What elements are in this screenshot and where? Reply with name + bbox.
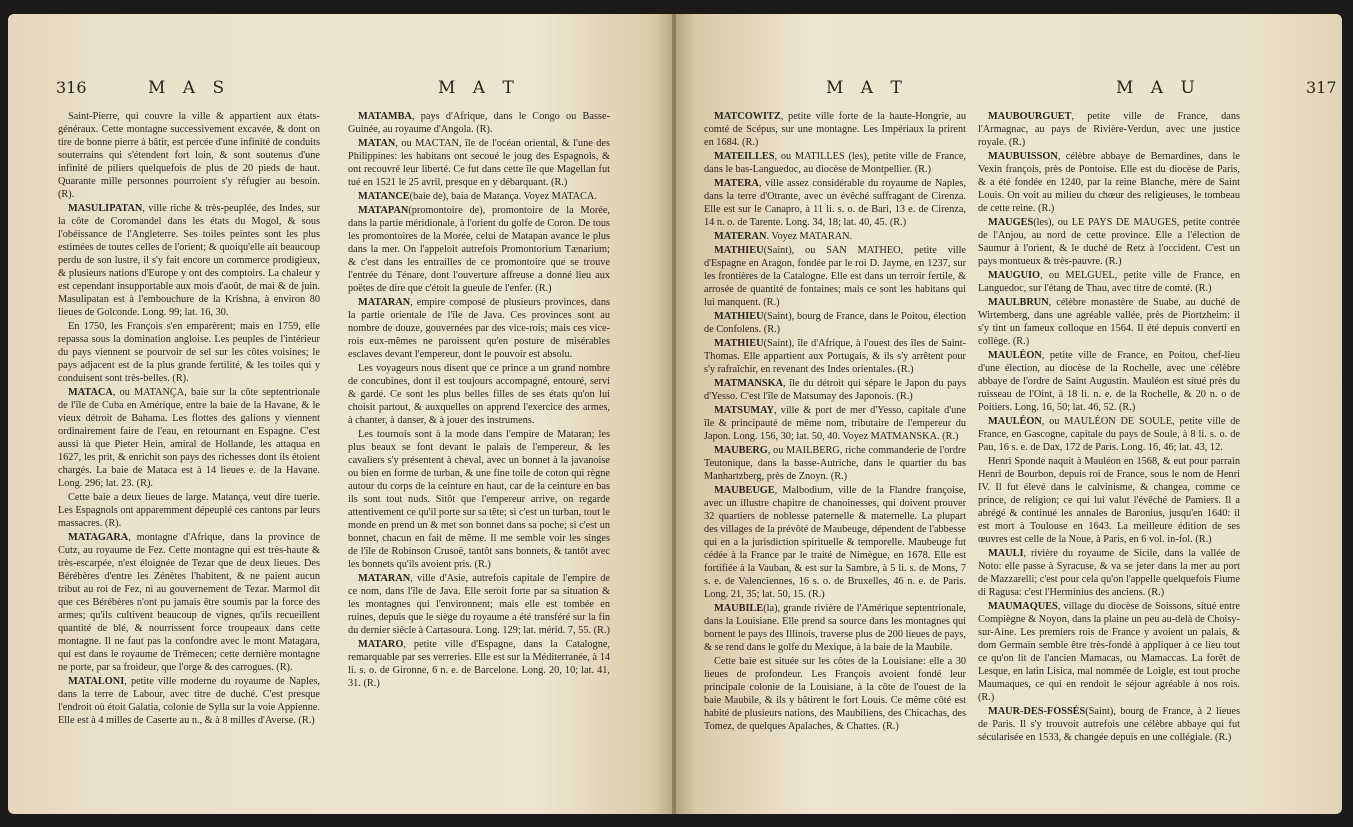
entry-text: (Saint), bourg de France, à 2 lieues de Paris. Il s'y trouvoit autrefois une célèbre abbaye qui fut sécularisée en 1533, & changée depuis en une collégiale. (R.) [978, 706, 1240, 743]
entry-headword: MATEILLES [714, 151, 775, 162]
entry-text: (Saint), bourg de France, dans le Poitou, élection de Confolens. (R.) [704, 311, 966, 335]
dictionary-entry [704, 230, 966, 243]
dictionary-entry [348, 204, 610, 295]
dictionary-entry [348, 428, 610, 571]
dictionary-entry [978, 705, 1240, 744]
entry-headword: MAUR-DES-FOSSÉS [988, 706, 1086, 717]
entry-headword: MATERAN [714, 231, 767, 242]
dictionary-entry [58, 320, 320, 385]
dictionary-entry [58, 675, 320, 727]
dictionary-entry [978, 110, 1240, 149]
entry-headword: MAUBILE [714, 603, 764, 614]
dictionary-entry [704, 484, 966, 601]
entry-text: , ville d'Asie, autrefois capitale de l'empire de ce nom, dans l'île de Java. Elle seroit forte par sa situation & les montagnes qui l'environnent; mais elle est tombée en ruines, depuis que le siège du royaume a été transféré sur la fin du dernier siècle à Cartasoura. Long. 129; lat. mérid. 7, 55. (R.) [348, 573, 610, 636]
entry-headword: MATSUMAY [714, 405, 775, 416]
entry-text: (la), grande rivière de l'Amérique septentrionale, dans la Louisiane. Elle prend sa source dans les montagnes qui bornent le pays des Illinois, traverse plus de 200 lieues de pays, & se rend dans le golfe du Mexique, à la baie de la Maubile. [704, 603, 966, 653]
dictionary-entry [704, 150, 966, 176]
entry-headword: MATAMBA [358, 111, 412, 122]
entry-text: Henri Sponde naquit à Mauléon en 1568, & eut pour parrain Henri de Bourbon, depuis roi de France, sous le nom de Henri IV. Il fut élevé dans le calvinisme, & changea, comme ce prince, de religion; ce qui lui valut l'évêché de Pamiers. Il a abrégé & continué les annales de Baronius, jusqu'en 1640: il est mort à Toulouse en 1643. La meilleure édition de ses œuvres est celle de la Noue, à Paris, en 6 vol. in-fol. (R.) [978, 456, 1240, 545]
entry-text: Cette baie est située sur les côtes de la Louisiane: elle a 30 lieues de profondeur. Les François avoient fondé leur principale colonie de la Louisiane, à la côte de l'ouest de la baie Maubile, & ils y bâtirent le fort Louis. Ce même côté est habité de plusieurs nations, des Maubiliens, des Chicachas, des Tomez, de quelques Apalaches, & Chattes. (R.) [704, 656, 966, 732]
entry-text: , village du diocèse de Soissons, situé entre Compiègne & Noyon, dans la plaine un peu au-delà de Choisy-sur-Aine. Les premiers rois de France y avoient un palais, & dom Germain semble être très-fondé à appliquer à ce lieu tout ce qu'on lit de l'ancien Mamacas, ou Mamaccas. La forêt de Lesque, en latin Lisica, mal nommée de Loigle, est tout proche Maumaques, ce qui en rendoit le séjour agréable à nos rois. (R.) [978, 601, 1240, 703]
left-header-right: M A T [438, 78, 520, 98]
entry-headword: MAULÉON [988, 416, 1042, 427]
entry-headword: MATERA [714, 178, 759, 189]
entry-text: (Saint), ou SAN MATHEO, petite ville d'Espagne en Aragon, fondée par le roi D. Jayme, en 1237, sur les frontières de la Catalogne. Elle est dans un terroir fertile, & arrosée de quantité de fontaines; mais ce sont les habitans qui lui manquent. (R.) [704, 245, 966, 308]
entry-text: , célèbre abbaye de Bernardines, dans le Vexin françois, près de Pontoise. Elle est du diocèse de Paris, & a été fondée en 1240, par la reine Blanche, mère de Saint Louis. On voit au milieu du chœur des religieuses, le tombeau de cette reine. (R.) [978, 151, 1240, 214]
left-column-1 [58, 110, 320, 800]
entry-headword: MATALONI [68, 676, 125, 687]
entry-text: , ou MATILLES (les), petite ville de France, dans le bas-Languedoc, au diocèse de Montpellier. (R.) [704, 151, 966, 175]
entry-headword: MAULÉON [988, 350, 1042, 361]
entry-headword: MATACA [68, 387, 113, 398]
dictionary-entry [704, 444, 966, 483]
dictionary-entry [978, 216, 1240, 268]
entry-text: , montagne d'Afrique, dans la province de Cutz, au royaume de Fez. Cette montagne qui est très-haute & très-escarpée, n'est éloignée de Tezar que de deux lieues. Des Bérébères d'entre les Zénètes l'habitent, & ne paient aucun tribut au roi de Fez, ni au gouvernement de Tezar. Marmol dit que ces Bérébères n'ont pu jamais être soumis par la force des armes; qu'ils cultivent beaucoup de vignes, qu'ils recueillent quantité de blé, & nourrissent force troupeaux dans cette montagne. Il ne faut pas la confondre avec le mont Matagara, qui est dans le royaume de Trémecen; cette dernière montagne ne porte, par sa froideur, que l'orge & des carrogues. (R). [58, 532, 320, 673]
entry-headword: MATARO [358, 639, 404, 650]
entry-headword: MAULBRUN [988, 297, 1049, 308]
entry-text: . Voyez MATARAN. [766, 231, 853, 242]
dictionary-entry [348, 362, 610, 427]
right-column-2 [978, 110, 1240, 800]
entry-text: , petite ville de France, dans l'Armagnac, au pays de Rivière-Verdun, avec une justice royale. (R.) [978, 111, 1240, 148]
dictionary-entry [348, 296, 610, 361]
entry-headword: MATARAN [358, 297, 411, 308]
entry-headword: MATHIEU [714, 311, 764, 322]
dictionary-entry [978, 455, 1240, 546]
entry-text: , petite ville de France, en Poitou, chef-lieu d'une élection, au diocèse de la Rochelle, avec une célèbre abbaye de l'ordre de Saint Augustin. Mauléon est situé près du ruisseau de l'Oint, à 18 li. n. e. de la Rochelle, & 20 n. o de Poitiers. Long. 16, 50; lat. 46, 52. (R.) [978, 350, 1240, 413]
entry-text: , ou MAILBERG, riche commanderie de l'ordre Teutonique, dans la basse-Autriche, dans le quartier du bas Manhartzberg, près de Znoyn. (R.) [704, 445, 966, 482]
entry-text: En 1750, les François s'en emparèrent; mais en 1759, elle repassa sous la domination angloise. Les peuples de l'intérieur du pays viennent se pourvoir de sel sur les côtes voisines; le pays adjacent est de la plus grande fertilité, & les toiles qui y conduisent sont très-belles. (R). [58, 321, 320, 384]
entry-text: , ou MATANÇA, baie sur la côte septentrionale de l'île de Cuba en Amérique, entre la baie de la Havane, & le vieux détroit de Bahama. Les flottes des galions y viennent ordinairement faire de l'eau, en retournant en Espagne. C'est aussi là que Pieter Hein, amiral de Hollande, les attaqua en 1627, les prit, & enrichit son pays des richesses dont ils étoient chargés. La baie de Mataca est à 14 lieues e. de la Havane. Long. 296; lat. 23. (R). [58, 387, 320, 489]
entry-text: , ou MAULÉON DE SOULE, petite ville de France, en Gascogne, capitale du pays de Soule, à 8 li. s. o. de Pau, 16 s. e. de Dax, 172 de Paris. Long. 16, 46; lat. 43, 12. [978, 416, 1240, 453]
dictionary-entry [348, 572, 610, 637]
right-page [676, 14, 1342, 814]
left-header-left: M A S [148, 78, 231, 98]
entry-text: , empire composé de plusieurs provinces, dans la partie orientale de l'île de Java. Ces provinces sont au nombre de douze, gouvernées par des vice-rois; mais ces vice-rois eux-mêmes ne paroissent qu'en posture de misérables esclaves devant l'empereur, dont le pouvoir est absolu. [348, 297, 610, 360]
left-page-number: 316 [56, 78, 87, 97]
right-header-left: M A T [826, 78, 908, 98]
entry-text: Cette baie a deux lieues de large. Matança, veut dire tuerie. Les Espagnols ont apparemment dépeuplé ces cantons par leurs massacres. (R). [58, 492, 320, 529]
dictionary-entry [704, 602, 966, 654]
dictionary-entry [58, 202, 320, 319]
entry-text: , célèbre monastère de Suabe, au duché de Wirtemberg, dans une agréable vallée, près de Piortzheim: il s'y tint un fameux colloque en 1564. Il été depuis converti en collège. (R.) [978, 297, 1240, 347]
entry-headword: MATHIEU [714, 338, 764, 349]
dictionary-entry [978, 269, 1240, 295]
dictionary-entry [978, 150, 1240, 215]
entry-text: Saint-Pierre, qui couvre la ville & appartient aux états-généraux. Cette montagne successivement excavée, & dont on tire de bonne pierre à bâtir, est percée d'une infinité de conduits souterrains qui s'étendent fort loin, & sont soutenus d'une infinité de piliers quelquefois de plus de 20 pieds de haut. Quarante mille personnes pourroient s'y réfugier au besoin. (R). [58, 111, 320, 200]
dictionary-entry [978, 600, 1240, 704]
dictionary-entry [978, 296, 1240, 348]
entry-headword: MATAPAN [358, 205, 409, 216]
entry-text: , petite ville d'Espagne, dans la Catalogne, remarquable par ses verreries. Elle est sur la Méditerranée, à 14 li. s. o. de Gironne, 6 n. e. de Barcelone. Long. 20, 10; lat. 41, 31. (R.) [348, 639, 610, 689]
entry-text: , pays d'Afrique, dans le Congo ou Basse-Guinée, au royaume d'Angola. (R). [348, 111, 610, 135]
dictionary-entry [58, 531, 320, 674]
entry-text: Les tournois sont à la mode dans l'empire de Mataran; les plus beaux se font devant le palais de l'empereur, & les cavaliers s'y présentent à cheval, avec un bonnet à la javanoise ou bien en forme de turban, & une fine toile de coton qui règne autour du corps de la ceinture en haut, car de la ceinture en bas ils sont tout nuds. Sitôt que l'empereur arrive, on regarde attentivement ce qu'il porte sur sa tête; si c'est un turban, tout le monde en prend un & met son bonnet dans sa poche; si c'est un bonnet, chacun en fait de même. Il me semble voir les singes de l'île de Robinson Crusoë, tantôt sans bonnets, & tantôt avec les bonnets qu'ils avoient pris. (R.) [348, 429, 610, 570]
entry-text: (baie de), baia de Matança. Voyez MATACA. [409, 191, 597, 202]
dictionary-entry [58, 110, 320, 201]
dictionary-entry [978, 415, 1240, 454]
dictionary-entry [704, 177, 966, 229]
entry-text: Les voyageurs nous disent que ce prince a un grand nombre de concubines, dont il est toujours accompagné, entouré, servi & gardé. Ce sont les plus belles filles de ses états qu'on lui choisit partout, & auxquelles on apprend l'exercice des armes, à chanter, à danser, & à jouer des instrumens. [348, 363, 610, 426]
dictionary-entry [704, 110, 966, 149]
entry-text: (promontoire de), promontoire de la Morée, dans la partie méridionale, à l'orient du golfe de Coron. De tous les promontoires de la Morée, celui de Matapan avance le plus dans la mer. On l'appeloit autrefois Promontorium Tænarium; & c'est dans les entrailles de ce promontoire que se trouve l'entrée du Ténare, dont l'ouverture affreuse a donné lieu aux poëtes de dire que c'étoit la gueule de l'enfer. (R.) [348, 205, 610, 294]
entry-headword: MATANCE [358, 191, 410, 202]
left-page [8, 14, 674, 814]
dictionary-entry [348, 137, 610, 189]
dictionary-entry [348, 110, 610, 136]
right-column-1 [704, 110, 966, 800]
entry-text: , petite ville moderne du royaume de Naples, dans la terre de Labour, avec titre de duché. C'est presque l'endroit où étoit Galatia, colonie de Sylla sur la voie Appienne. Elle est à 4 milles de Caserte au n., & à 8 milles d'Averse. (R.) [58, 676, 320, 726]
entry-text: , ville & port de mer d'Yesso, capitale d'une île & principauté de même nom, tributaire de l'empereur du Japon. Long. 156, 30; lat. 50, 40. Voyez MATMANSKA. (R.) [704, 405, 966, 442]
entry-headword: MATMANSKA [714, 378, 784, 389]
entry-text: , Malbodium, ville de la Flandre françoise, avec un illustre chapitre de chanoinesses, qui doivent prouver 32 quartiers de noblesse paternelle & maternelle. La plupart des villages de la prévôté de Maubeuge, dépendent de l'abbesse qui en a la jurisdiction spirituelle & temporelle. Maubeuge fut cédée à la France par le traité de Nimègue, en 1678. Elle est fortifiée à la Vauban, & est sur la Sambre, à 5 li. s. de Mons, 7 s. e. de Valenciennes, 16 s. o. de Bruxelles, 46 n. e. de Paris. Long. 21, 35; lat. 50, 15. (R.) [704, 485, 966, 600]
dictionary-entry [704, 337, 966, 376]
entry-headword: MAUMAQUES [988, 601, 1058, 612]
dictionary-entry [58, 386, 320, 490]
entry-text: (les), ou LE PAYS DE MAUGES, petite contrée de l'Anjou, au nord de cette province. Elle a l'élection de Saumur à l'orient, & le duché de Retz à l'occident. C'est un pays montueux & très-pauvre. (R.) [978, 217, 1240, 267]
entry-text: , ville assez considérable du royaume de Naples, dans la terre d'Otrante, avec un évêché suffragant de Cirenza. Elle est sur le Canapro, à 11 li. s. o. de Bari, 13 e. de Cirenza, 14 n. o. de Tarente. Long. 34, 18; lat. 40, 45. (R.) [704, 178, 966, 228]
entry-headword: MAULI [988, 548, 1024, 559]
entry-text: (Saint), île d'Afrique, à l'ouest des îles de Saint-Thomas. Elle appartient aux Portugais, & ils s'y arrêtent pour s'y rafraîchir, en revenant des Indes orientales. (R.) [704, 338, 966, 375]
dictionary-entry [348, 638, 610, 690]
dictionary-entry [704, 244, 966, 309]
entry-headword: MAUBERG [714, 445, 768, 456]
dictionary-entry [704, 404, 966, 443]
entry-text: , ou MACTAN, île de l'océan oriental, & l'une des Philippines: les habitans ont secoué le joug des Espagnols, & ont recouvré leur liberté. Ce fut dans cette île que Magellan fut tué en 1521 le 25 avril, presque en y débarquant. (R.) [348, 138, 610, 188]
left-column-2 [348, 110, 610, 800]
entry-headword: MATAGARA [68, 532, 129, 543]
entry-headword: MASULIPATAN [68, 203, 143, 214]
dictionary-entry [704, 310, 966, 336]
entry-headword: MAUBEUGE [714, 485, 775, 496]
entry-headword: MATAN [358, 138, 396, 149]
entry-headword: MATARAN [358, 573, 411, 584]
entry-headword: MATHIEU [714, 245, 764, 256]
entry-text: , rivière du royaume de Sicile, dans la vallée de Noto: elle passe à Syracuse, & va se jeter dans la mer au port de Mazzarelli; c'est pour cela qu'on l'appelle quelquefois Fiume di Ragusa: c'est l'Herminius des anciens. (R.) [978, 548, 1240, 598]
dictionary-entry [58, 491, 320, 530]
entry-text: , petite ville forte de la haute-Hongrie, au comté de Scépus, sur une montagne. Les Impériaux la prirent en 1684. (R.) [704, 111, 966, 148]
dictionary-entry [704, 655, 966, 733]
entry-headword: MATCOWITZ [714, 111, 781, 122]
entry-text: , ou MELGUEL, petite ville de France, en Languedoc, sur l'étang de Thau, avec titre de comté. (R.) [978, 270, 1240, 294]
right-header-right: M A U [1116, 78, 1201, 98]
right-page-number: 317 [1306, 78, 1337, 97]
dictionary-entry [978, 547, 1240, 599]
dictionary-entry [348, 190, 610, 203]
entry-headword: MAUGUIO [988, 270, 1041, 281]
entry-headword: MAUGES [988, 217, 1034, 228]
entry-text: , île du détroit qui sépare le Japon du pays d'Yesso. C'est l'île de Matsumay des Japonois. (R.) [704, 378, 966, 402]
entry-headword: MAUBUISSON [988, 151, 1058, 162]
dictionary-entry [978, 349, 1240, 414]
entry-text: , ville riche & très-peuplée, des Indes, sur la côte de Coromandel dans les états du Mogol, & sous l'obéissance de l'Angleterre. Ses toiles peintes sont les plus estimées de toutes celles de l'orient; & quoiqu'elle ait beaucoup perdu de son lustre, il s'y fait encore un commerce prodigieux, & plusieurs nations d'Europe y ont des comptoirs. La chaleur y est cependant insupportable aux mois d'août, de mai & de juin. Masulipatan est à l'embouchure de la Krishna, à environ 80 lieues de Golconde. Long. 99; lat. 16, 30. [58, 203, 320, 318]
dictionary-entry [704, 377, 966, 403]
entry-headword: MAUBOURGUET [988, 111, 1072, 122]
